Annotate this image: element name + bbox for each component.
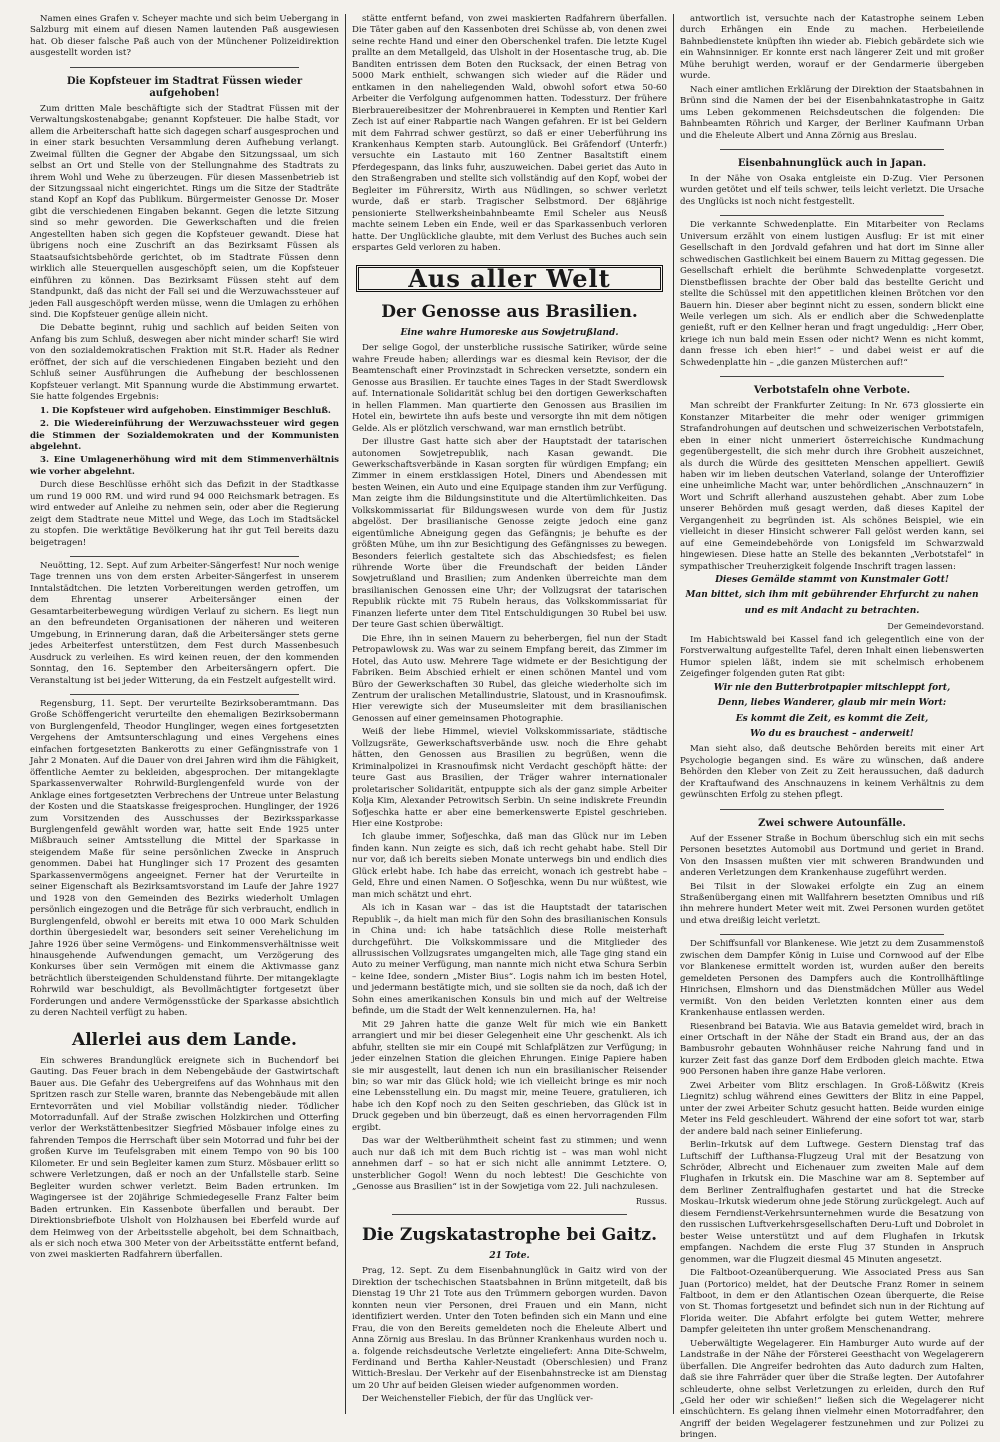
headline-japan: Eisenbahnunglück auch in Japan. [737, 157, 927, 169]
article-paragraph: Zum dritten Male beschäftigte sich der Stadtrat Füssen mit der Verwaltungskostenabgabe; genannt Kopfsteuer. Die halbe Stadt, vor allem die Arbeiterschaft hatte sich dagegen scharf ausgesprochen und in einer stark besuchten Versammlung deren Aufhebung verlangt. Zweimal füllten die Gegner der Abgabe den Sitzungssaal, um sich selbst an Ort und Stelle von der Stellungnahme des Stadtrats zu ihrem Wohl und Wehe zu überzeugen. Für diesen Massenbetrieb ist der Sitzungssaal nicht eingerichtet. Rings um die Sitze der Stadträte stand Kopf an Kopf das Publikum. Bürgermeister Genosse Dr. Moser gibt die verschiedenen Eingaben bekannt. Gegen die letzte Sitzung sind so mehr geworden. Die Gewerkschaften und die freien Angestellten haben sich gegen die Kopfsteuer gewandt. Diese hat übrigens noch eine Zuschrift an das Bezirksamt Füssen als Staatsaufsichtsbehörde gerichtet, ob im Stadtrate Füssen denn wirklich alle Steuerquellen ausgeschöpft seien, um die Kopfsteuer einführen zu können. Das Bezirksamt Füssen steht auf dem Standpunkt, daß das nicht der Fall sei und die Werzuwachssteuer auf jeden Fall ausgeschöpft werden müsse, wenn die Umlagen zu erhöhen sind. Die Kopfsteuer genüge allein nicht. [30, 103, 339, 320]
sign-text: Man bittet, sich ihm mit gebührender Ehrfurcht zu nahen [685, 590, 979, 601]
headline-kopfsteuer: Die Kopfsteuer im Stadtrat Füssen wieder aufgehoben! [66, 75, 303, 99]
sign-text: und es mit Andacht zu betrachten. [744, 605, 920, 616]
separator [720, 215, 944, 216]
article-paragraph: Die Faltboot-Ozeanüberquerung. Wie Associated Press aus San Juan (Portorico) meldet, hat der Deutsche Franz Romer in seinem Faltboot, in dem er den Atlantischen Ozean überquerte, die Reise von St. Thomas fortgesetzt und befindet sich nun in der Richtung auf Florida weiter. Die Abfahrt erfolgte bei gutem Wetter, mehrere Dampfer geleiteten ihn unter großem Menschenandrang. [680, 1268, 984, 1336]
letter-quote: Ich glaube immer, Sofjeschka, daß man das Glück nur im Leben finden kann. Nun zeigte es sich, daß ich recht gehabt habe. Stell Dir nur vor, daß ich bereits sieben Monate unterwegs bin und endlich dies Glück erlebt habe. Ich habe das erreicht, wonach ich gestrebt habe – Geld, Ehre und einen Namen. O Sofjeschka, wenn Du nur wüßtest, wie man mich schätzt und ehrt. [352, 832, 667, 900]
separator [70, 556, 299, 557]
article-paragraph: Zwei Arbeiter vom Blitz erschlagen. In Groß-Lößwitz (Kreis Liegnitz) schlug während eines Gewitters der Blitz in eine Pappel, unter der zwei Arbeiter Schutz gesucht hatten. Beide wurden einige Meter ins Feld geschleudert. Während der eine sofort tot war, starb der andere bald nach seiner Einlieferung. [680, 1080, 984, 1137]
verse-line: Wir nie den Butterbrotpapier mitschleppt fort, [713, 682, 951, 693]
vote-result-2: 2. Die Wiedereinführung der Werzuwachssteuer wird gegen die Stimmen der Sozialdemokraten und der Kommunisten abgelehnt. [30, 419, 339, 452]
article-paragraph: Man schreibt der Frankfurter Zeitung: In Nr. 673 glossierte ein Konstanzer Mitarbeiter die mehr oder weniger grimmigen Strafandrohungen auf deutschen und schweizerischen Verbotstafeln, eben in einer nicht unmeriert österreichische Kundmachung gegenübergestellt, die sich mehr durch ihre Grobheit auszeichnet, als durch die Würde des gesitteten Menschen appelliert. Gewiß haben wir im lieben deutschen Vaterland, solange der Unteroffizier eine unheimliche Macht war, unter behördlichen „Anschnauzern“ in Wort und Schrift allerhand auszustehen gehabt. Aber zum Lobe unserer Behörden muß gesagt werden, daß dieses Kapitel der Vergangenheit zu begründen ist. Als schönes Beispiel, wie ein vielleicht in dieser Hinsicht schwerer Fall gelöst werden kann, sei auf eine Gemeindebehörde von Lonigsfeld im Schwarzwald hingewiesen. Diese hatte an Stelle des bekannten „Verbotstafel“ in sympathischer Treuherzigkeit folgende Inschrift tragen lassen: [680, 401, 984, 572]
separator [720, 149, 944, 150]
article-paragraph: Die Debatte beginnt, ruhig und sachlich auf beiden Seiten von Anfang bis zum Schluß, deswegen aber nicht minder scharf! Sie wird von den sozialdemokratischen Fraktion mit St.R. Hader als Redner eröffnet, der sich auf die verschiedenen Eingaben bezieht und den Schluß seiner Ausführungen die Aufhebung der beschlossenen Kopfsteuer verlangt. Mit Spannung wurde die Abstimmung erwartet. Sie hatte folgendes Ergebnis: [30, 323, 339, 403]
column-middle [346, 14, 674, 1414]
article-paragraph: Nach einer amtlichen Erklärung der Direktion der Staatsbahnen in Brünn sind die Namen der bei der Eisenbahnkatastrophe in Gaitz ums Leben gekommenen Reichsdeutschen die folgenden: Die Bahnbeamten Röhrich und Karger, der Berliner Kaufmann Urban und die Eheleute Albert und Anna Zörnig aus Breslau. [680, 84, 984, 141]
section-headline-lande: Allerlei aus dem Lande. [72, 1029, 297, 1050]
separator [720, 809, 944, 810]
article-paragraph: Auf der Essener Straße in Bochum überschlug sich ein mit sechs Personen besetztes Automobil aus Dortmund und geriet in Brand. Von den Insassen mußten vier mit schweren Brandwunden und anderen Verletzungen dem Krankenhause zugeführt werden. [680, 833, 984, 879]
column-left [24, 14, 346, 1414]
headline-genosse: Der Genosse aus Brasilien. [381, 301, 638, 322]
column-right [674, 14, 990, 1441]
article-paragraph: Die verkannte Schwedenplatte. Ein Mitarbeiter von Reclams Universum erzählt von einem lustigen Ausflug: Er ist mit einer Gesellschaft in den Jordvald gefahren und hat dort im Sinne aller schwedischen Gastlichkeit bei einem Bauern zu Mittag gegessen. Die Gesellschaft erhielt die berühmte Schwedenplatte vorgesetzt. Dienstbeflissen brachte der Ober bald das bestellte Gericht und stellte die Schüssel mit den appetitlichen kleinen Brötchen vor den Bauern hin. Dieser aber beginnt nicht zu essen, sondern blickt eine Weile verlegen um sich. Als er endlich aber die Schwedenplatte genießt, ruft er den Kellner heran und fragt ungeduldig: „Herr Ober, kriege ich nun bald mein Essen oder nicht? Wenn es nicht kommt, dann fresse ich eben hier!“ – und dabei weist er auf die Schwedenplatte hin – „die ganzen Müsterchen auf!“ [680, 220, 984, 368]
article-paragraph: Der illustre Gast hatte sich aber der Hauptstadt der tatarischen autonomen Sowjetrepublik, nach Kasan gewandt. Die Gewerkschaftsverbände in Kasan sorgten für würdigen Empfang; ein Zimmer in einem erstklassigen Hotel, Diners und Abendessen mit besten Weinen, ein Auto und eine Equipage standen ihm zur Verfügung. Man zeigte ihm die Bildungsinstitute und die Altertümlichkeiten. Das Volkskommissariat für Bildungswesen wurde von dem für Justiz abgelöst. Der brasilianische Genosse zeigte jedoch eine ganz eigentümliche Abneigung gegen das Gefängnis; je behufte es der größten Mühe, um ihn zur Besichtigung des Gefängnisses zu bewegen. Besonders feierlich gestaltete sich das Abschiedsfest; es fielen rührende Worte über die Freundschaft der beiden Länder Sowjetrußland und Brasilien; zum Andenken überreichte man dem brasilianischen Genossen eine Uhr; der Vollzugsrat der tatarischen Republik rückte mit 75 Rubeln heraus, das Volkskommissariat für Finanzen lieferte unter dem Titel Entschuldigungen 30 Rubel bei usw. Der teure Gast schien überwältigt. [352, 437, 667, 631]
article-paragraph: Berlin–Irkutsk auf dem Luftwege. Gestern Dienstag traf das Luftschiff der Lufthansa-Flugzeug Ural mit der Besatzung von Schröder, Albrecht und Eichenauer zum zweiten Male auf dem Flughafen in Irkutsk ein. Die Maschine war am 8. September auf dem Berliner Zentralflughafen gestartet und hat die Strecke Moskau–Irkutsk wiederum ohne jede Störung zurückgelegt. Auch auf diesem Ferndienst-Verkehrsunternehmen wurde die Besatzung von den russischen Luftverkehrsgesellschaften Deru-Luft und Dobrolet in bester Weise unterstützt und auf dem Flughafen in Irkutsk empfangen. Nachdem die erste Flug 37 Stunden in Anspruch genommen, war die Flugzeit diesmal 45 Minuten angesetzt. [680, 1140, 984, 1265]
sign-text: Dieses Gemälde stammt von Kunstmaler Gott! [715, 575, 949, 586]
sign-signature: Der Gemeindevorstand. [887, 622, 984, 632]
separator [70, 694, 299, 695]
separator [720, 934, 944, 935]
article-paragraph: Der Schiffsunfall vor Blankenese. Wie jetzt zu dem Zusammenstoß zwischen dem Dampfer König in Luise und Cornwood auf der Elbe vor Blankenese ermittelt worden ist, wurden außer den bereits gemeldeten Personen des Dampfers auch die Kontrollhäftlinge Hinrichsen, Elmshorn und das Dienstmädchen Müller aus Wedel vermißt. Von den beiden Verletzten konnten einer aus dem Krankenhause entlassen werden. [680, 939, 984, 1019]
verse-line: Es kommt die Zeit, es kommt die Zeit, [735, 713, 929, 724]
headline-autounfaelle: Zwei schwere Autounfälle. [758, 817, 906, 829]
article-paragraph: Ueberwältigte Wegelagerer. Ein Hamburger Auto wurde auf der Landstraße in der Nähe der Försterei Geesthacht von Wegelagerern überfallen. Die Angreifer bedrohten das Auto dadurch zum Halten, daß sie ihre Fahrräder quer über die Straße legten. Der Autofahrer schleuderte, ohne selbst Verletzungen zu erleiden, durch den Ruf „Geld her oder wir schießen!“ ließen sich die Wegelagerer nicht einschüchtern. Es gelang ihnen vielmehr einen Motorradfahrer, den Angriff der beiden Wegelagerer festzunehmen und zur Polizei zu bringen. [680, 1338, 984, 1441]
article-paragraph: Bei Tilsit in der Slowakei erfolgte ein Zug an einem Straßenübergang einen mit Wallfahrern besetzten Omnibus und riß ihn mehrere hundert Meter weit mit. Zwei Personen wurden getötet und etwa dreißig leicht verletzt. [680, 881, 984, 926]
vote-result-1: 1. Die Kopfsteuer wird aufgehoben. Einstimmiger Beschluß. [40, 405, 331, 416]
letter-quote: Als ich in Kasan war – das ist die Hauptstadt der tatarischen Republik –, da hielt man mich für den Sohn des brasilianischen Konsuls in China und: ich habe tatsächlich diese Rolle meisterhaft durchgeführt. Die Volkskommissare und die Mitglieder des allrussischen Vollzugsrates umgangelten mich, alle Tage ging stand ein Auto zu meiner Verfügung, man nannte mich nicht etwa Schura Serbin – keine Idee, sondern „Mister Bius“. Logis nahm ich im besten Hotel, und jedermann bestätigte mich, und sie sollten sie da noch, daß ich der Sohn eines amerikanischen Konsuls bin und mich auf der Weltreise befinde, um die Stadt der Welt kennenzulernen. Ha, ha! [352, 903, 667, 1017]
separator [720, 376, 944, 377]
article-paragraph: stätte entfernt befand, von zwei maskierten Radfahrern überfallen. Die Täter gaben auf den Kassenboten drei Schüsse ab, von denen zwei seine rechte Hand und einer den Oberschenkel trafen. Die letzte Kugel prallte an dem Metallgeld, das Ulsholt in der Hosentasche trug, ab. Die Banditen entrissen dem Boten den Rucksack, der einen Betrag von 5000 Mark enthielt, schwangen sich wieder auf die Räder und entkamen in den naheliegenden Wald, obwohl sofort etwa 50-60 Arbeiter die Verfolgung aufgenommen hatten. Todessturz. Der frühere Bierbrauereibesitzer der Mohrenbrauerei in Kempten und Rentier Karl Zech ist auf einer Rabpartie nach Wangen gefahren. Er ist bei Geldern mit dem Fahrrad schwer gestürzt, so daß er einer Ueberführung ins Krankenhaus Kempten starb. Autounglück. Bei Gräfendorf (Unterfr.) versuchte ein Lastauto mit 160 Zentner Basaltstift einem Pferdegespann, das links fuhr, auszuweichen. Dabei geriet das Auto in den Straßengraben und stellte sich vollständig auf den Kopf, wobei der Begleiter im Führersitz, Wirth aus Nüdlingen, so schwer verletzt wurde, daß er starb. Tragischer Selbstmord. Der 68jährige pensionierte Stellwerksheinbahnbeamte Emil Scheler aus Neusß machte seinem Leben ein Ende, weil er das Sparkassenbuch verloren hatte. Der Unglückliche glaubte, mit dem Verlust des Buches auch sein erspartes Geld verloren zu haben. [352, 14, 667, 254]
subheadline-genosse: Eine wahre Humoreske aus Sowjetrußland. [400, 327, 619, 338]
article-paragraph: antwortlich ist, versuchte nach der Katastrophe seinem Leben durch Erhängen ein Ende zu machen. Herbeieilende Bahnbedienstete knüpften ihn wieder ab. Fiebich gebärdete sich wie ein Wahnsinniger. Er konnte erst nach längerer Zeit und mit großer Mühe beruhigt werden, worauf er der Gendarmerie übergeben wurde. [680, 14, 984, 82]
article-paragraph: Das war der Weltberühmtheit scheint fast zu stimmen; und wenn auch nur daß ich mit dem Buch richtig ist – was man wohl nicht annehmen darf – so hat er sich nicht alle annimmt Letztere. O, unsterblicher Gogol! Wenn du noch lebtest! Die Geschichte von „Genosse aus Brasilien“ ist in der Sowjetiga vom 22. Juli nachzulesen. [352, 1136, 667, 1193]
separator [70, 67, 299, 68]
section-banner: Aus aller Welt [356, 265, 663, 292]
article-paragraph: Im Habichtswald bei Kassel fand ich gelegentlich eine von der Forstverwaltung aufgestellte Tafel, deren Inhalt einen liebenswerten Humor spielen läßt, indem sie mit schelmisch erhobenem Zeigefinger folgenden guten Rat gibt: [680, 634, 984, 680]
article-paragraph: Weiß der liebe Himmel, wieviel Volkskommissariate, städtische Vollzugsräte, Gewerkschaftsverbände usw. noch die Ehre gehabt hätten, den Genossen aus Brasilien zu begrüßen, wenn die Kriminalpolizei in Krasnoufimsk nicht Verdacht geschöpft hätte: der teure Gast aus Brasilien, der Träger wahrer internationaler proletarischer Solidarität, entpuppte sich als der ganz simple Arbeiter Kolja Kim, Alexander Petrowitsch Serbin. Un seine indiskrete Freundin Sofjeschka hatte er aber eine bemerkenswerte Epistel geschrieben. Hier eine Kostprobe: [352, 727, 667, 829]
article-paragraph: Riesenbrand bei Batavia. Wie aus Batavia gemeldet wird, brach in einer Ortschaft in der Nähe der Stadt ein Brand aus, der an das Bambusrohr gebauten Wohnhäuser reiche Nahrung fand und in kurzer Zeit fast das ganze Dorf dem Erdboden gleich machte. Etwa 900 Personen haben ihre ganze Habe verloren. [680, 1021, 984, 1078]
article-paragraph: Neuötting, 12. Sept. Auf zum Arbeiter-Sängerfest! Nur noch wenige Tage trennen uns von dem ersten Arbeiter-Sängerfest in unserem Inntalstädtchen. Die letzten Vorbereitungen werden getroffen, um dem Ehrentag unserer Arbeitersänger einen der Gesamtarbeiterbewegung würdigen Verlauf zu sichern. Es liegt nun an den befreundeten Organisationen der näheren und weiteren Umgebung, in Erinnerung daran, daß die Arbeitersänger stets gerne jedes Arbeiterfest unterstützen, dem Fest durch Massenbesuch Ausdruck zu verleihen. Es wird keinen reuen, der den kommenden Sonntag, den 16. September den Arbeitersängern opfert. Die Veranstaltung ist bei jeder Witterung, da ein Festzelt aufgestellt wird. [30, 561, 339, 686]
article-paragraph: Der Weichensteller Fiebich, der für das Unglück ver- [362, 1394, 593, 1405]
intro-paragraph: Namen eines Grafen v. Scheyer machte und sich beim Uebergang in Salzburg mit einem auf diesen Namen lautenden Paß ausgewiesen hat. Ob dieser falsche Paß auch von der Münchener Polizeidirektion ausgestellt worden ist? [30, 14, 339, 59]
author-signature: Russus. [635, 1196, 667, 1206]
article-paragraph: Ein schweres Brandunglück ereignete sich in Buchendorf bei Gauting. Das Feuer brach in dem Nebengebäude der Gastwirtschaft Bauer aus. Die Gefahr des Uebergreifens auf das Wohnhaus mit den Spritzen rasch zur Stelle waren, brannte das Nebengebäude mit allen Erntevorräten und viel Mobiliar vollständig nieder. Tödlicher Motorradunfall. Auf der Straße zwischen Holzkirchen und Otterfing verlor der Werkstättenbesitzer Siegfried Mösbauer infolge eines zu fahrenden Tempos die Herrschaft über sein Motorrad und fuhr bei der großen Kurve im Teufelsgraben mit einem Tempo von 90 bis 100 Kilometer. Er und sein Begleiter kamen zum Sturz. Mösbauer erlitt so schwere Verletzungen, daß er noch an der Unfallstelle starb. Seine Begleiter wurden schwer verletzt. Beim Baden ertrunken. Im Wagingersee ist der 20jährige Schmiedegeselle Franz Falter beim Baden ertrunken. Ein Kassenbote überfallen und beraubt. Der Direktionsbriefbote Ulsholt von Holzhausen bei Eberfeld wurde auf dem Heimweg von der Arbeitsstelle abgeholt, bei dem Schnaitbach, als er sich noch etwa 300 Meter von der Arbeitsstätte entfernt befand, von zwei maskierten Radfahrern überfallen. [30, 1055, 339, 1261]
headline-zugskatastrophe: Die Zugskatastrophe bei Gaitz. [361, 1224, 658, 1245]
subheadline-tote: 21 Tote. [489, 1250, 530, 1261]
article-paragraph: Die Ehre, ihn in seinen Mauern zu beherbergen, fiel nun der Stadt Petropawlowsk zu. Was war zu seinem Empfang bereit, das Zimmer im Hotel, das Auto usw. Mehrere Tage widmete er der Besichtigung der Fabriken. Beim Abschied erhielt er einen schönen Mantel und vom Büro der Gewerkschaften 30 Rubel, das gleiche wiederholte sich im Zentrum der uralischen Metallindustrie, Slatoust, und in Krasnoufimsk. Hier verewigte sich der Museumsleiter mit dem brasilianischen Genossen auf einer gemeinsamen Photographie. [352, 633, 667, 724]
vote-result-3: 3. Eine Umlagenerhöhung wird mit dem Stimmenverhältnis wie vorher abgelehnt. [30, 455, 339, 477]
article-paragraph: Regensburg, 11. Sept. Der verurteilte Bezirksoberamtmann. Das Große Schöffengericht verurteilte den ehemaligen Bezirksobermann von Burglengenfeld, Theodor Hunglinger, wegen eines fortgesetzten Vergehens der Amtsunterschlagung und eines Vergehens eines einfachen fortgesetzten Bankerotts zu einer Gefängnisstrafe von 1 Jahr 2 Monaten. Auf die Dauer von drei Jahren wird ihm die Fähigkeit, öffentliche Aemter zu bekleiden, abgesprochen. Der mitangeklagte Sparkassenverwalter Rohrwild-Burglengenfeld wurde von der Anklage eines fortgesetzten Verbrechens der Untreue unter Belastung der Kosten und die Staatskasse freigesprochen. Hunglinger, der 1926 zum Vorsitzenden des Ausschusses der Bezirkssparkasse Burglengenfeld gewählt worden war, hatte seit Ende 1925 unter Mißbrauch seiner Amtsstellung die Mittel der Sparkasse in steigendem Maße für seine persönlichen Zwecke in Anspruch genommen. Dabei hat Hunglinger sich 17 Prozent des gesamten Sparkassenvermögens angeeignet. Ferner hat der Verurteilte in seiner Eigenschaft als Bezirksamtsvorstand im Laufe der Jahre 1927 und 1928 von den Gemeinden des Bezirks wiederholt Umlagen persönlich eingezogen und die Beträge für sich verbraucht, endlich in Burglengenfeld, obwohl er bereits mit etwa 10 000 Mark Schulden dorthin übergesiedelt war, besonders seit seiner Verehelichung im Jahre 1926 über seine Vermögens- und Einkommensverhältnisse weit hinausgehende Aufwendungen gemacht, um Verzögerung des Konkurses über sein Vermögen mit einem die Aktivmasse ganz beträchtlich übersteigenden Schuldenstand führte. Der mitangeklagte Rohrwild war beschuldigt, als Bevollmächtigter fortgesetzt über Forderungen und andere Vermögensstücke der Sparkasse absichtlich zu deren Nachteil verfügt zu haben. [30, 699, 339, 1019]
columns [24, 14, 990, 1441]
verse-line: Denn, liebes Wanderer, glaub mir mein Wort: [717, 698, 947, 709]
headline-verbotstafeln: Verbotstafeln ohne Verbote. [753, 385, 911, 397]
article-paragraph: Der selige Gogol, der unsterbliche russische Satiriker, würde seine wahre Freude haben; allerdings war es diesmal kein Revisor, der die Beamtenschaft einer Provinzstadt in Schrecken versetzte, sondern ein Genosse aus Brasilien. Er tauchte eines Tages in der Stadt Swerdlowsk auf. Internationale Solidarität schlug bei den dortigen Gewerkschaften in hellen Flammen. Man quartierte den Genossen aus Brasilien im Hotel ein, bewirtete ihn aufs beste und versorgte ihn mit dem nötigen Gelde. Als er plötzlich verschwand, war man ernstlich betrübt. [352, 343, 667, 434]
article-paragraph: In der Nähe von Osaka entgleiste ein D-Zug. Vier Personen wurden getötet und elf teils schwer, teils leicht verletzt. Die Ursache des Unglücks ist noch nicht festgestellt. [680, 173, 984, 207]
article-paragraph: Prag, 12. Sept. Zu dem Eisenbahnunglück in Gaitz wird von der Direktion der tschechischen Staatsbahnen in Brünn mitgeteilt, daß bis Dienstag 19 Uhr 21 Tote aus den Trümmern geborgen wurden. Davon konnten neun vier Personen, drei Frauen und ein Mann, nicht identifiziert werden. Unter den Toten befinden sich ein Mann und eine Frau, die von den Bereits gemeldeten noch die Eheleute Albert und Anna Zörnig aus Breslau. In das Brünner Krankenhaus wurden noch u. a. folgende reichsdeutsche Verletzte eingeliefert: Anna Dite-Schwelm, Ferdinand und Bertha Kahler-Neustadt (Oberschlesien) und Franz Wittich-Breslau. Der Verkehr auf der Eisenbahnstrecke ist am Dienstag um 20 Uhr auf beiden Gleisen wieder aufgenommen worden. [352, 1266, 667, 1391]
separator [392, 1214, 627, 1215]
letter-quote: Mit 29 Jahren hatte die ganze Welt für mich wie ein Bankett arrangiert und mir bei dieser Gelegenheit eine Uhr geschenkt. Als ich abfuhr, stellten sie mir ein Coupé mit Schlafplätzen zur Verfügung; in jeder einzelnen Station die gleichen Ehrungen. Einige Papiere haben sie mir ausgestellt, laut denen ich nun ein brasilianischer Reisender bin; so war mir das Glück hold; wie ich vielleicht bringe es mir noch eine Lebensstellung ein. Du magst mir, meine Teuere, gratulieren, ich habe ich den Kopf noch zu den Seiten geschrieben, das Glück ist in Druck gegeben und bin überzeugt, daß es einen hervorragenden Film ergibt. [352, 1019, 667, 1133]
article-paragraph: Durch diese Beschlüsse erhöht sich das Defizit in der Stadtkasse um rund 19 000 RM. und wird rund 94 000 Reichsmark betragen. Es wird entweder auf Anleihe zu nehmen sein, oder aber die Regierung zeigt dem Stadtrate neue Mittel und Wege, das Loch im Stadtsäckel zu stopfen. Die werktätige Bevölkerung hat ihr gut Teil bereits dazu beigetragen! [30, 480, 339, 548]
article-paragraph: Man sieht also, daß deutsche Behörden bereits mit einer Art Psychologie begangen sind. Es wäre zu wünschen, daß andere Behörden den Kleber von Zeit zu Zeit heraussuchen, daß dadurch der Kraftaufwand des Anschnauzens in keinem Verhältnis zu dem gewünschten Erfolg zu stehen pflegt. [680, 744, 984, 801]
verse-line: Wo du es brauchest – anderweit! [750, 729, 914, 740]
